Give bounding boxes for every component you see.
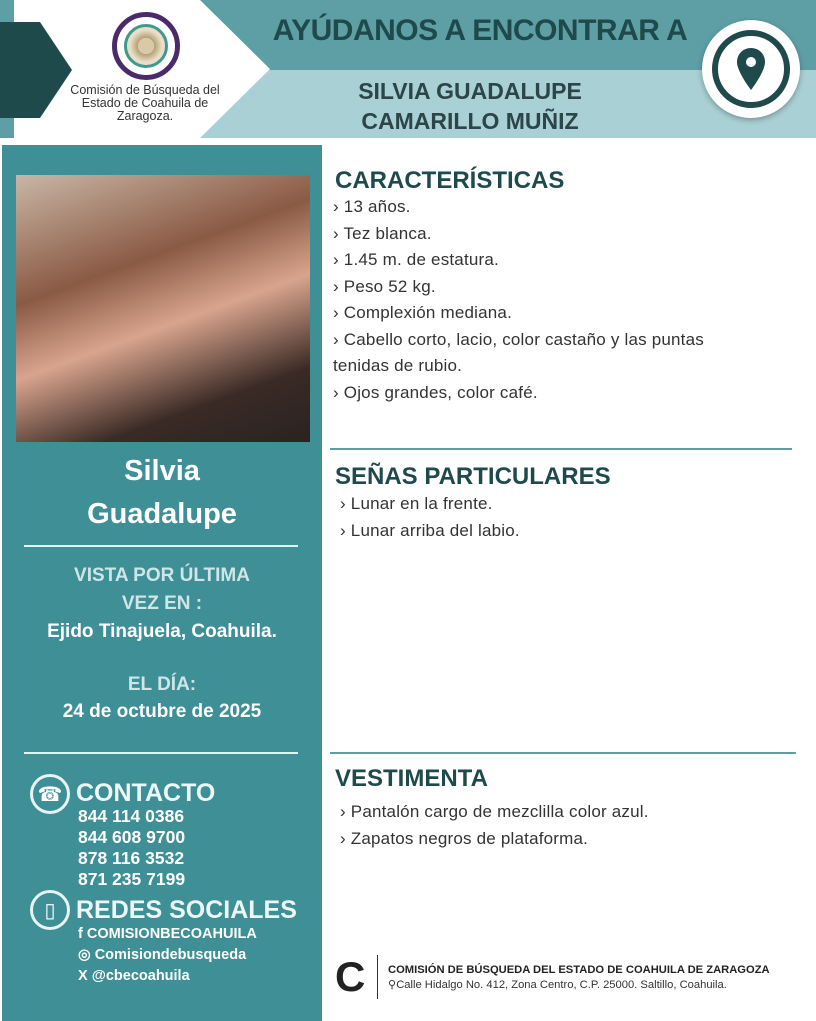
- missing-person-photo: [16, 175, 310, 442]
- phone-number: 844 608 9700: [78, 827, 186, 847]
- full-name-line1: SILVIA GUADALUPE: [358, 78, 582, 104]
- footer: [388, 964, 770, 991]
- date-label: EL DÍA:: [127, 674, 197, 695]
- list-item: › 13 años.: [333, 197, 411, 216]
- x-icon: X: [78, 968, 92, 984]
- facebook-link[interactable]: [78, 924, 257, 945]
- first-name-line1: Silvia: [124, 455, 200, 487]
- last-seen-label-1: VISTA POR ÚLTIMA: [74, 565, 250, 586]
- list-item: › Lunar arriba del labio.: [340, 520, 520, 540]
- instagram-icon: ◎: [78, 947, 95, 963]
- list-item: › 1.45 m. de estatura.: [333, 250, 499, 269]
- list-item: › Lunar en la frente.: [340, 494, 493, 513]
- last-seen-place: Ejido Tinajuela, Coahuila.: [47, 621, 277, 642]
- divider: [330, 448, 792, 450]
- facebook-handle: COMISIONBECOAHUILA: [86, 926, 257, 942]
- commission-c-logo: C: [335, 953, 366, 1000]
- clothing-list: [340, 799, 649, 852]
- phone-number: 844 114 0386: [78, 806, 185, 826]
- footer-org: COMISIÓN DE BÚSQUEDA DEL ESTADO DE COAHUILA DE ZARAGOZA: [388, 964, 770, 976]
- social-list: [78, 924, 257, 987]
- x-handle: @cbecoahuila: [91, 968, 190, 984]
- divider: [330, 752, 796, 754]
- characteristics-list: [333, 194, 723, 406]
- facebook-icon: f: [78, 926, 87, 942]
- first-name-line2: Guadalupe: [87, 498, 237, 530]
- list-item: › Peso 52 kg.: [333, 276, 436, 296]
- organization-name: Comisión de Búsqueda del Estado de Coahuila de Zaragoza.: [70, 83, 220, 123]
- list-item: › Zapatos negros de plataforma.: [340, 828, 589, 848]
- last-seen-date: 24 de octubre de 2025: [62, 701, 262, 722]
- phone-list: [78, 806, 185, 890]
- clothing-title: VESTIMENTA: [335, 765, 488, 792]
- instagram-handle: Comisiondebusqueda: [94, 947, 247, 963]
- list-item: › Pantalón cargo de mezclilla color azul.: [340, 802, 649, 821]
- poster-title: AYÚDANOS A ENCONTRAR A: [272, 14, 688, 47]
- mobile-phone-icon: ▯: [30, 890, 70, 930]
- footer-address: Calle Hidalgo No. 412, Zona Centro, C.P. 25000. Saltillo, Coahuila.: [396, 979, 727, 991]
- list-item: › Ojos grandes, color café.: [333, 382, 538, 402]
- footer-separator: [377, 955, 378, 999]
- full-name-line2: CAMARILLO MUÑIZ: [361, 108, 579, 134]
- phone-number: 878 116 3532: [78, 848, 185, 868]
- phone-number: 871 235 7199: [78, 869, 186, 889]
- instagram-link[interactable]: [78, 945, 257, 966]
- divider: [24, 545, 298, 547]
- phone-icon: ☎: [30, 774, 70, 814]
- list-item: › Tez blanca.: [333, 223, 432, 243]
- last-seen-label-2: VEZ EN :: [121, 593, 203, 614]
- divider: [24, 752, 298, 754]
- x-link[interactable]: [78, 966, 257, 987]
- location-pin-icon: [702, 20, 800, 118]
- contact-title: CONTACTO: [76, 779, 216, 807]
- marks-title: SEÑAS PARTICULARES: [335, 463, 611, 490]
- missing-person-full-name: [300, 76, 640, 136]
- organization-seal-logo: [112, 12, 180, 80]
- marks-list: [340, 491, 520, 544]
- map-pin-icon: ⚲: [388, 979, 397, 991]
- social-title: REDES SOCIALES: [76, 896, 297, 924]
- characteristics-title: CARACTERÍSTICAS: [335, 167, 565, 194]
- list-item: › Complexión mediana.: [333, 303, 513, 322]
- list-item: › Cabello corto, lacio, color castaño y las puntas tenidas de rubio.: [333, 329, 704, 375]
